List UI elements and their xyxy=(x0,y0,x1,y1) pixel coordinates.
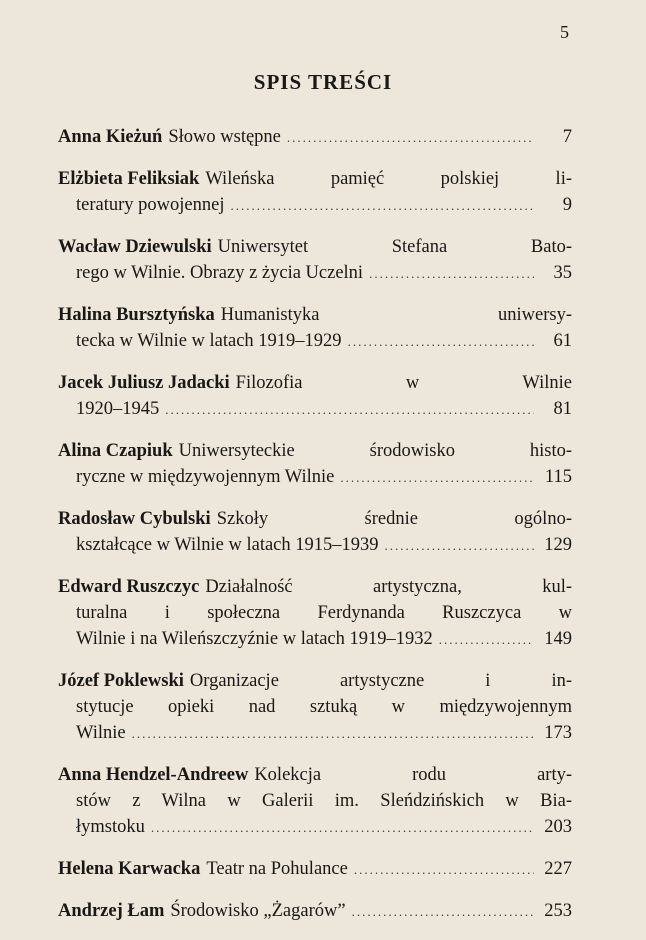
toc-entry-line xyxy=(58,302,572,328)
toc-page-number: 227 xyxy=(544,859,572,879)
toc-page-number: 149 xyxy=(544,629,572,649)
leader-dots xyxy=(230,193,534,219)
toc-author: Halina Bursztyńska xyxy=(58,305,215,325)
toc-page-number: 253 xyxy=(544,901,572,921)
toc-title-text: Słowo wstępne xyxy=(168,127,281,147)
toc-page-number: 35 xyxy=(553,263,572,283)
toc-entry-line xyxy=(58,720,572,747)
toc-entry-line xyxy=(58,814,572,841)
leader-dots xyxy=(385,533,534,559)
toc-author: Elżbieta Feliksiak xyxy=(58,169,200,189)
page-title: SPIS TREŚCI xyxy=(253,70,393,94)
toc-title-text: rego w Wilnie. Obrazy z życia Uczelni xyxy=(76,263,364,283)
toc-author: Anna Hendzel-Andreew xyxy=(58,765,249,785)
toc-entry xyxy=(58,438,572,491)
leader-dots xyxy=(151,815,534,841)
toc-entry-line xyxy=(58,574,572,600)
toc-entry xyxy=(58,166,572,219)
toc-entry-line xyxy=(58,438,572,464)
toc-entry-line xyxy=(58,762,572,788)
toc-author: Józef Poklewski xyxy=(58,671,184,691)
toc-title-text: stytucje opieki nad sztuką w międzywojennym xyxy=(76,697,572,717)
toc-title-text: Uniwersyteckie środowisko histo- xyxy=(178,441,572,461)
toc-page-number: 81 xyxy=(553,399,572,419)
toc-page-number: 203 xyxy=(544,817,572,837)
toc-entry-line xyxy=(58,260,572,287)
toc-entry-line xyxy=(58,600,572,626)
toc-entry xyxy=(58,124,572,151)
toc-entry-line xyxy=(58,898,572,925)
leader-dots xyxy=(340,465,534,491)
toc-page-number: 173 xyxy=(544,723,572,743)
toc-entry-line xyxy=(58,192,572,219)
toc-title-text: turalna i społeczna Ferdynanda Ruszczyca w xyxy=(76,603,572,623)
toc-author: Jacek Juliusz Jadacki xyxy=(58,373,230,393)
toc-title-text: Wilnie xyxy=(76,723,126,743)
toc-page-number: 9 xyxy=(562,195,572,215)
toc-entry-line xyxy=(58,464,572,491)
toc-title-text: Organizacje artystyczne i in- xyxy=(189,671,572,691)
toc-title-text: tecka w Wilnie w latach 1919–1929 xyxy=(76,331,342,351)
toc-entry xyxy=(58,234,572,287)
toc-author: Alina Czapiuk xyxy=(58,441,173,461)
toc-author: Wacław Dziewulski xyxy=(58,237,212,257)
toc-title-text: Humanistyka uniwersy- xyxy=(220,305,572,325)
toc-page-number: 61 xyxy=(553,331,572,351)
toc-title-text: ryczne w międzywojennym Wilnie xyxy=(76,467,335,487)
toc-title-text: Wilnie i na Wileńszczyźnie w latach 1919–1932 xyxy=(76,629,433,649)
leader-dots xyxy=(369,261,534,287)
toc-entry xyxy=(58,898,572,925)
toc-page-number: 7 xyxy=(562,127,572,147)
toc-title-text: Filozofia w Wilnie xyxy=(235,373,572,393)
toc-author: Edward Ruszczyc xyxy=(58,577,200,597)
toc-entry-line xyxy=(58,668,572,694)
page-number: 5 xyxy=(560,22,569,42)
toc-entry-line xyxy=(58,532,572,559)
toc-title-text: Działalność artystyczna, kul- xyxy=(205,577,572,597)
toc-entry-line xyxy=(58,788,572,814)
toc-entry-line xyxy=(58,328,572,355)
toc-entry xyxy=(58,506,572,559)
toc-author: Radosław Cybulski xyxy=(58,509,211,529)
toc-title-text: stów z Wilna w Galerii im. Sleńdzińskich w Bia- xyxy=(76,791,572,811)
toc-entry-line xyxy=(58,124,572,151)
toc-author: Helena Karwacka xyxy=(58,859,201,879)
toc-entry xyxy=(58,762,572,841)
toc-entry xyxy=(58,856,572,883)
leader-dots xyxy=(352,899,534,925)
toc-title-text: Kolekcja rodu arty- xyxy=(254,765,572,785)
toc-page-number: 115 xyxy=(544,467,572,487)
toc-entry-line xyxy=(58,626,572,653)
toc-title-text: Teatr na Pohulance xyxy=(206,859,348,879)
toc-entry-line xyxy=(58,234,572,260)
toc-author: Andrzej Łam xyxy=(58,901,165,921)
toc-entry-line xyxy=(58,166,572,192)
leader-dots xyxy=(439,627,534,653)
toc-page-number: 129 xyxy=(544,535,572,555)
toc-entry-line xyxy=(58,694,572,720)
leader-dots xyxy=(165,397,534,423)
toc-entry-line xyxy=(58,506,572,532)
toc-entry-line xyxy=(58,856,572,883)
leader-dots xyxy=(348,329,534,355)
leader-dots xyxy=(132,721,534,747)
toc-entry xyxy=(58,370,572,423)
table-of-contents xyxy=(58,124,572,940)
toc-author: Anna Kieżuń xyxy=(58,127,163,147)
toc-entry-line xyxy=(58,370,572,396)
toc-entry xyxy=(58,302,572,355)
leader-dots xyxy=(287,125,534,151)
toc-title-text: teratury powojennej xyxy=(76,195,225,215)
toc-entry-line xyxy=(58,396,572,423)
leader-dots xyxy=(354,857,534,883)
toc-title-text: Wileńska pamięć polskiej li- xyxy=(205,169,572,189)
toc-title-text: 1920–1945 xyxy=(76,399,160,419)
toc-title-text: Szkoły średnie ogólno- xyxy=(216,509,572,529)
toc-title-text: Uniwersytet Stefana Bato- xyxy=(217,237,572,257)
toc-title-text: łymstoku xyxy=(76,817,145,837)
toc-entry xyxy=(58,574,572,653)
toc-title-text: kształcące w Wilnie w latach 1915–1939 xyxy=(76,535,379,555)
toc-title-text: Środowisko „Żagarów” xyxy=(170,901,346,921)
toc-entry xyxy=(58,668,572,747)
